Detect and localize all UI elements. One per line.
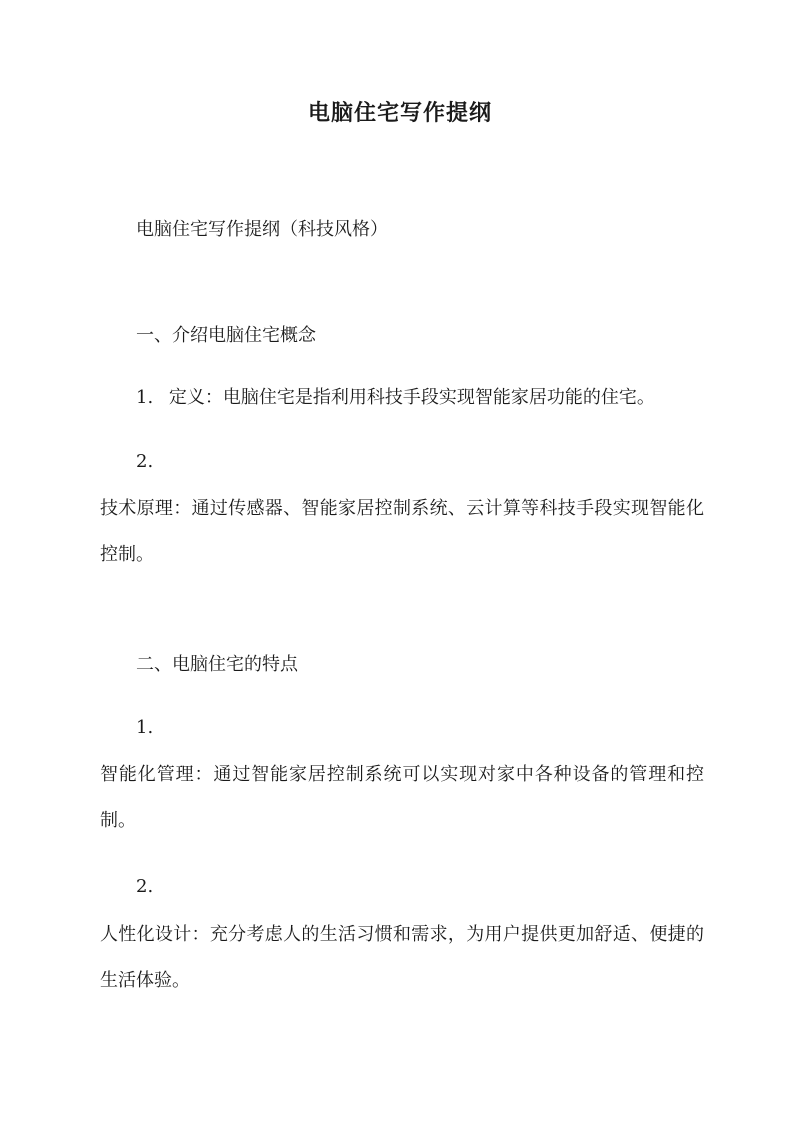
section-2-item-1-text: 智能化管理：通过智能家居控制系统可以实现对家中各种设备的管理和控制。	[100, 764, 704, 831]
section-1-item-2-text: 技术原理：通过传感器、智能家居控制系统、云计算等科技手段实现智能化控制。	[100, 498, 704, 565]
document-subtitle: 电脑住宅写作提纲（科技风格）	[136, 219, 388, 240]
item-text: 定义：电脑住宅是指利用科技手段实现智能家居功能的住宅。	[168, 387, 655, 408]
section-2-item-1-number: 1.	[136, 717, 154, 738]
section-heading-1: 一、介绍电脑住宅概念	[136, 325, 316, 346]
page-title: 电脑住宅写作提纲	[307, 100, 492, 126]
section-1-item-2-number: 2.	[136, 451, 154, 472]
section-heading-2: 二、电脑住宅的特点	[136, 654, 298, 675]
item-number: 1.	[136, 387, 154, 408]
section-2-item-2-text: 人性化设计：充分考虑人的生活习惯和需求，为用户提供更加舒适、便捷的生活体验。	[100, 924, 704, 991]
section-1-item-1	[136, 384, 655, 412]
section-2-item-2-number: 2.	[136, 876, 154, 897]
